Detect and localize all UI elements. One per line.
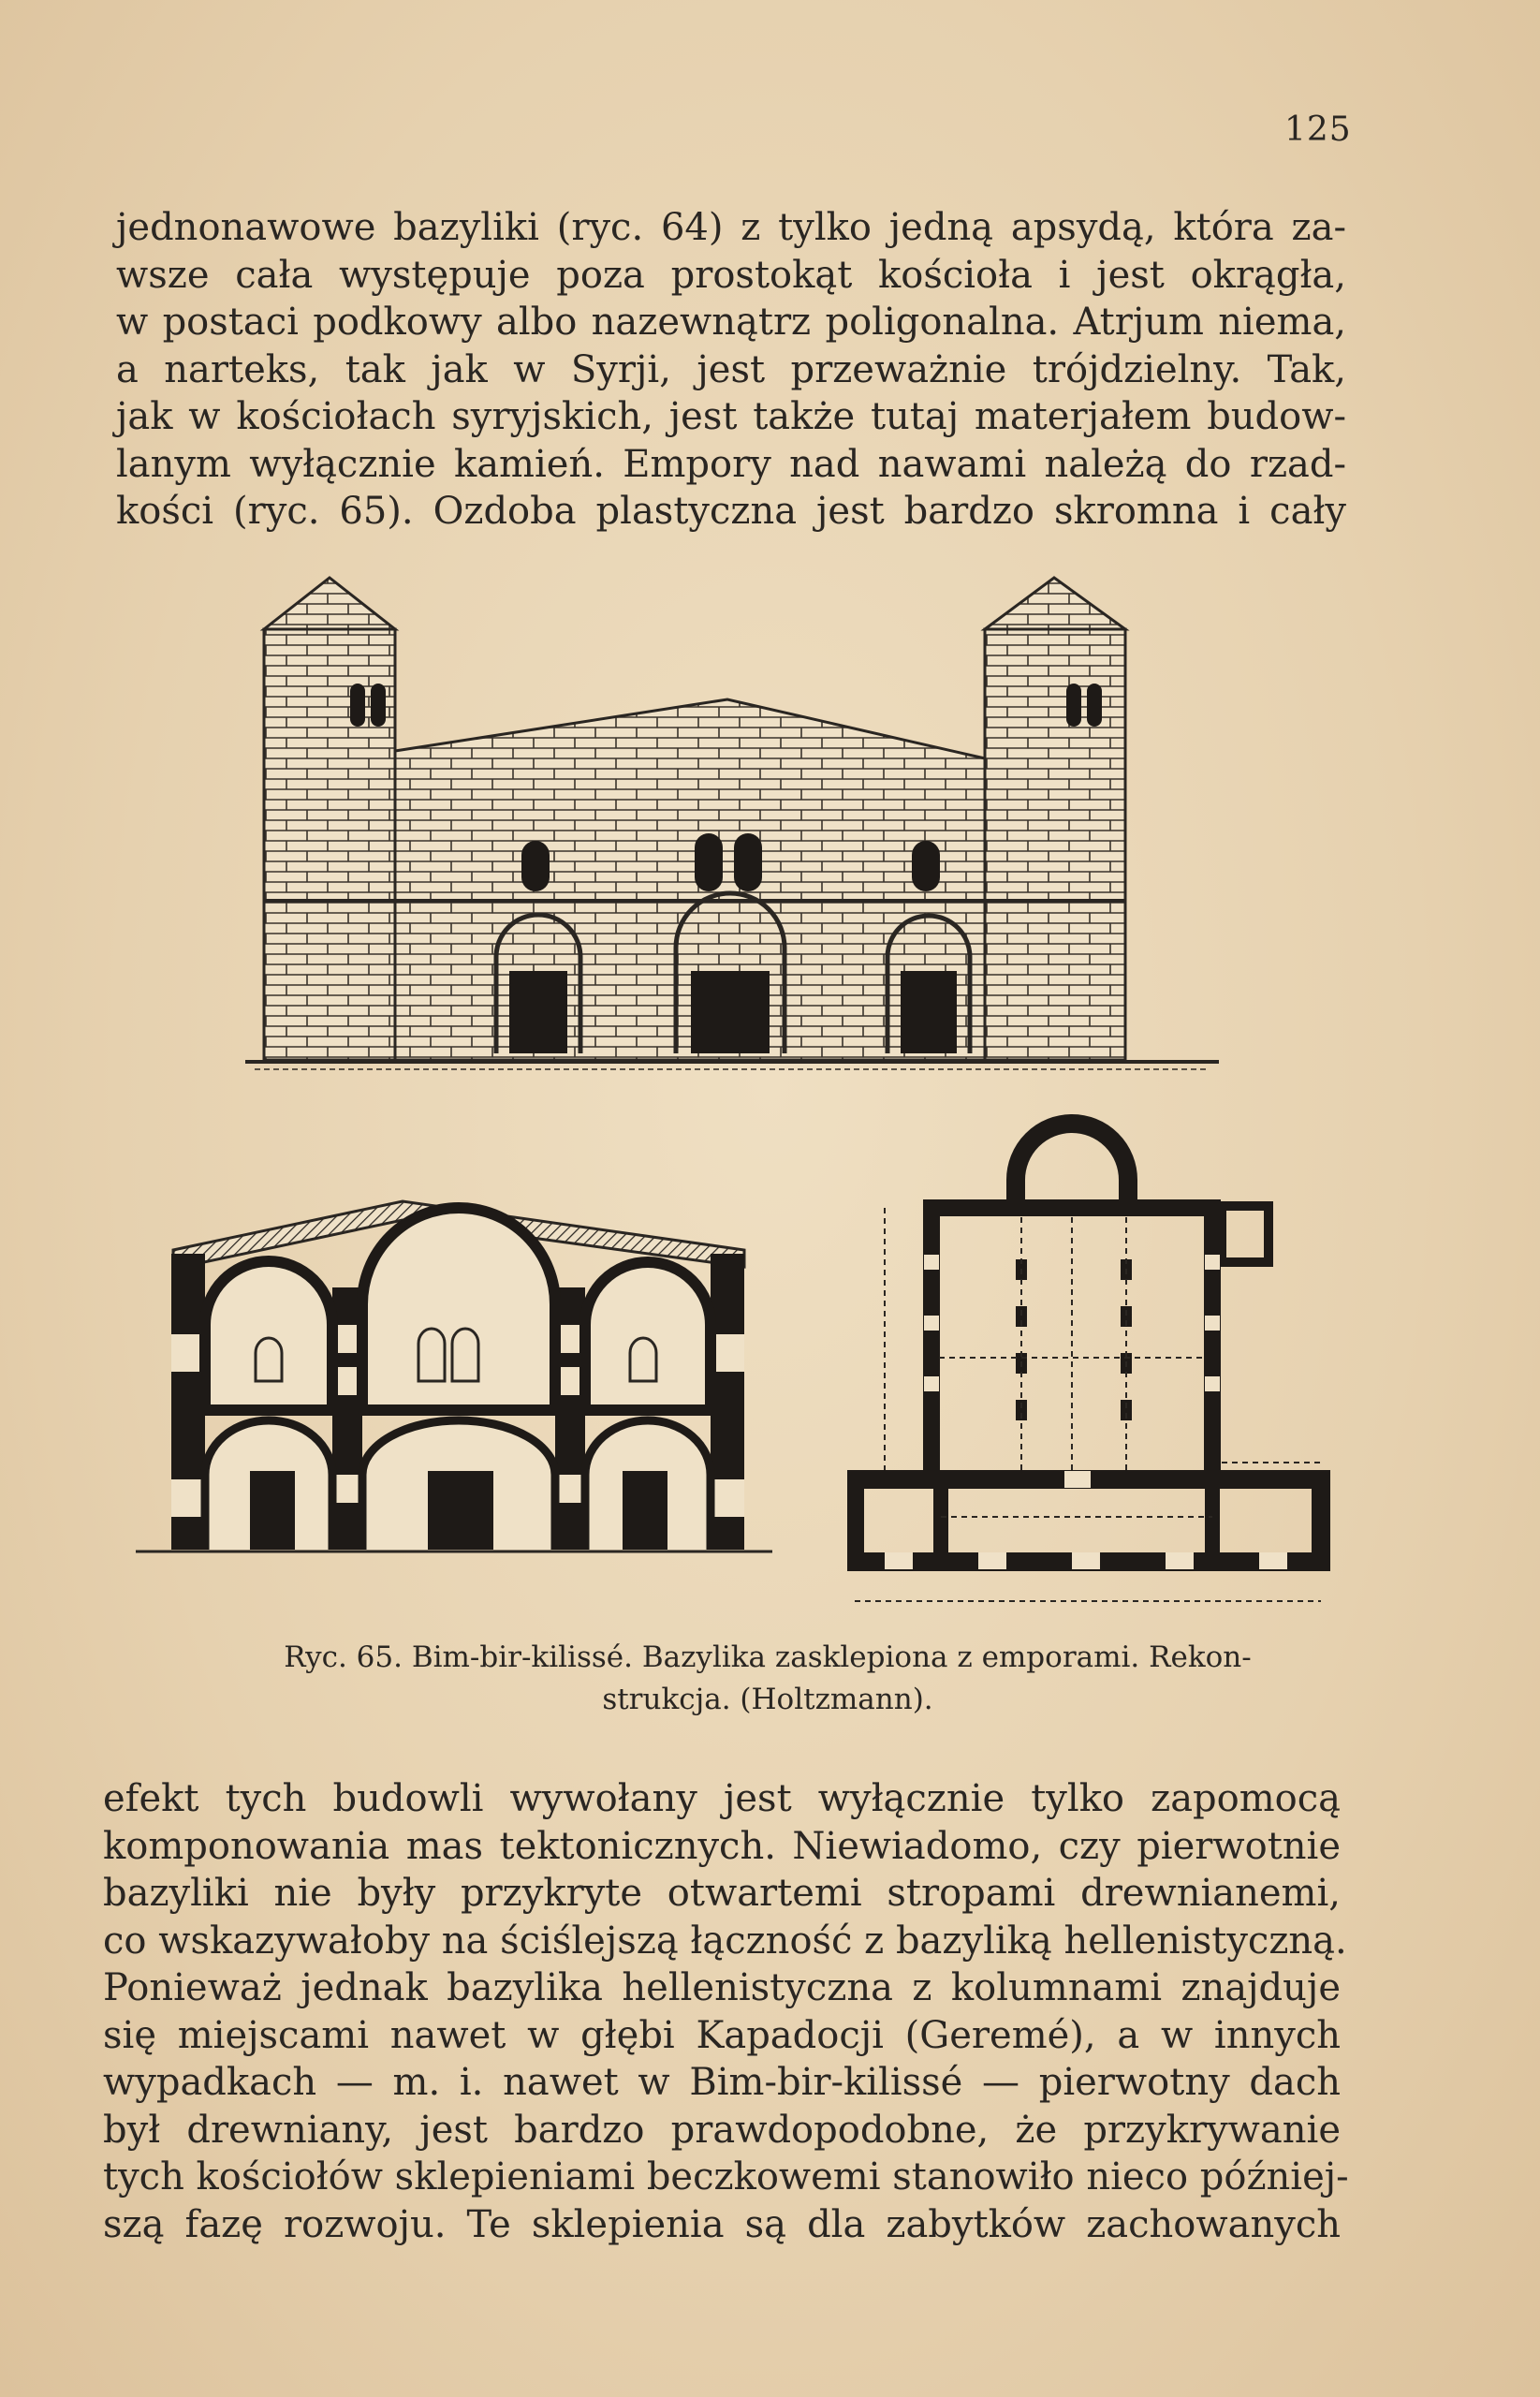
text-line: się miejscami nawet w głębi Kapadocji (Geremé), a w innych	[103, 2013, 1341, 2057]
text-line: jednonawowe bazyliki (ryc. 64) z tylko jedną apsydą, która za-	[116, 206, 1346, 249]
page-number: 125	[1284, 110, 1352, 149]
text-line: komponowania mas tektonicznych. Niewiadomo, czy pierwotnie	[103, 1824, 1341, 1868]
text-line: był drewniany, jest bardzo prawdopodobne, że przykrywanie	[103, 2108, 1341, 2152]
text-line: bazyliki nie były przykryte otwartemi stropami drewnianemi,	[103, 1872, 1341, 1915]
text-line: co wskazywałoby na ściślejszą łączność z bazyliką hellenistyczną.	[103, 1919, 1347, 1963]
text-line: kości (ryc. 65). Ozdoba plastyczna jest bardzo skromna i cały	[116, 490, 1346, 533]
text-line: wsze cała występuje poza prostokąt kościoła i jest okrągła,	[116, 253, 1346, 297]
text-line: wypadkach — m. i. nawet w Bim-bir-kilissé — pierwotny dach	[103, 2061, 1341, 2104]
text-line: lanym wyłącznie kamień. Empory nad nawami należą do rzad-	[116, 442, 1346, 486]
caption-line: Ryc. 65. Bim-bir-kilissé. Bazylika zasklepiona z emporami. Rekon-	[284, 1640, 1252, 1674]
facade-elevation-drawing	[245, 573, 1219, 1079]
caption-line: strukcja. (Holtzmann).	[602, 1683, 933, 1716]
figure-caption	[112, 1637, 1423, 1721]
text-line: szą fazę rozwoju. Te sklepienia są dla zabytków zachowanych	[103, 2202, 1341, 2246]
text-line: efekt tych budowli wywołany jest wyłącznie tylko zapomocą	[103, 1777, 1341, 1820]
text-line: Ponieważ jednak bazylika hellenistyczna z kolumnami znajduje	[103, 1966, 1341, 2009]
cross-section-drawing	[136, 1194, 772, 1564]
floor-plan-drawing	[847, 1114, 1334, 1620]
text-line: jak w kościołach syryjskich, jest także tutaj materjałem budow-	[116, 395, 1346, 438]
text-line: tych kościołów sklepieniami beczkowemi stanowiło nieco później-	[103, 2155, 1349, 2198]
paragraph-bottom	[103, 1775, 1349, 2248]
text-line: w postaci podkowy albo nazewnątrz poligonalna. Atrjum niema,	[116, 301, 1346, 344]
text-line: a narteks, tak jak w Syrji, jest przeważnie trójdzielny. Tak,	[116, 347, 1346, 391]
paragraph-top	[116, 204, 1346, 536]
